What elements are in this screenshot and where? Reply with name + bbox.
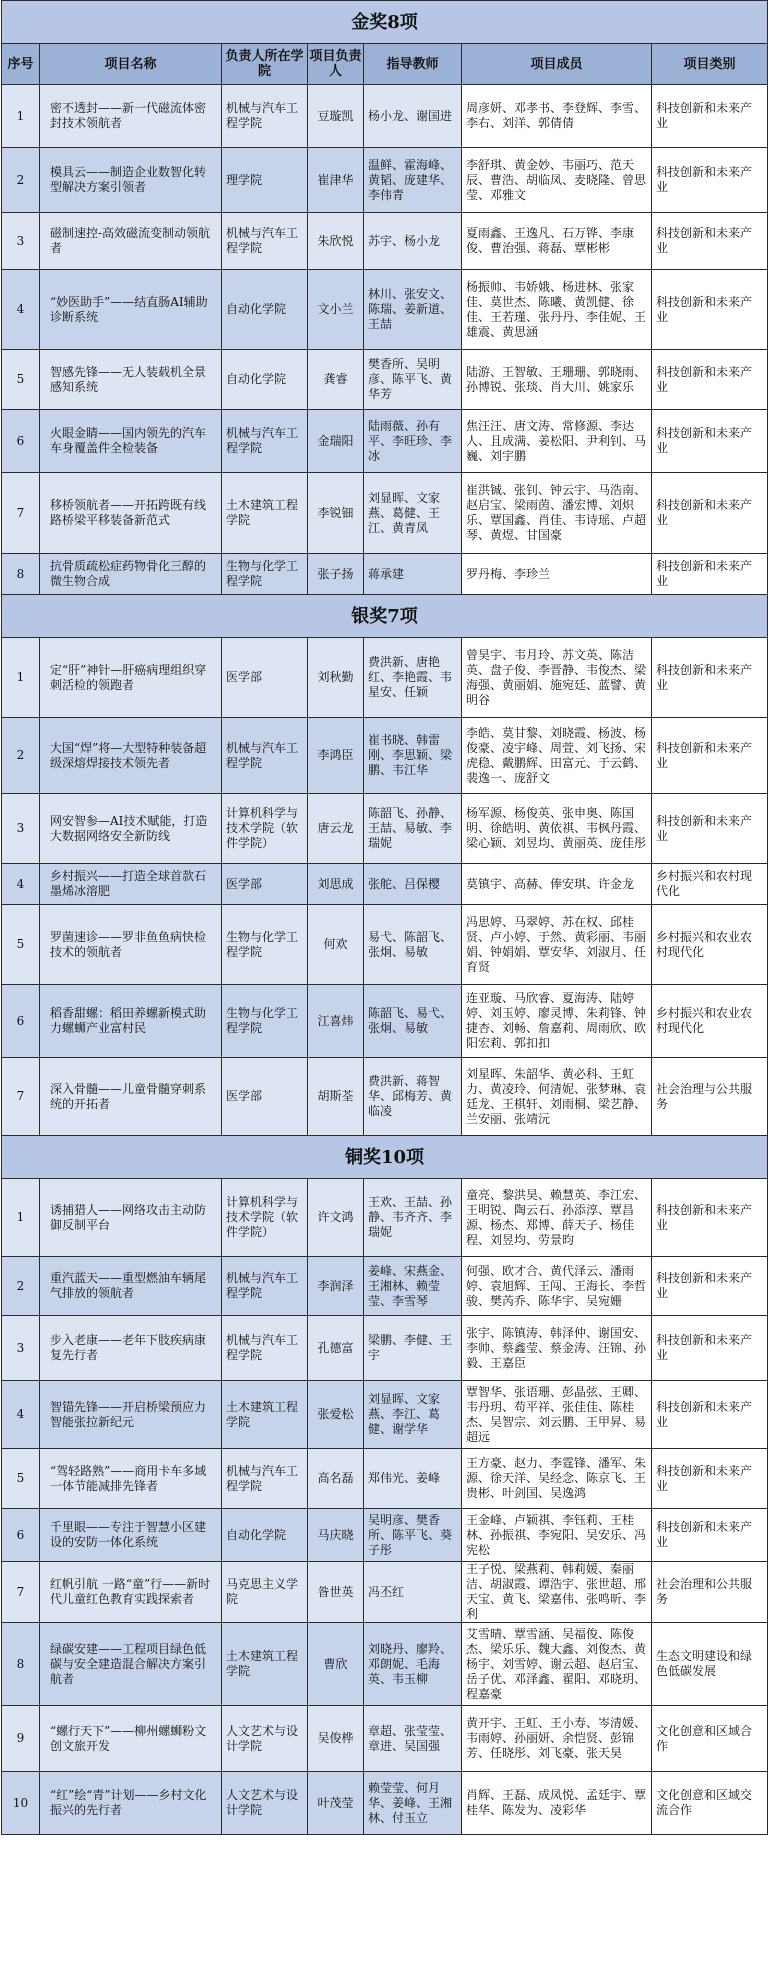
members-cell: 王方豪、赵力、李霆锋、潘军、朱源、徐天洋、吴经念、陈京飞、王贵彬、叶剑国、吴逸鸿 — [462, 1449, 652, 1509]
members-cell: 张宇、陈镇涛、韩泽仲、谢国安、李帅、蔡鑫莹、蔡金涛、汪锦、孙毅、王嘉臣 — [462, 1316, 652, 1381]
project-name-cell: 模具云——制造企业数智化转型解决方案引领者 — [40, 148, 222, 213]
college-cell: 计算机科学与技术学院（软件学院） — [222, 1179, 308, 1257]
category-cell: 科技创新和未来产业 — [652, 1316, 768, 1381]
teacher-cell: 张舵、吕保樱 — [364, 864, 462, 905]
table-row — [2, 1179, 768, 1257]
members-cell: 黄开宇、王虹、王小寿、岑清媛、韦雨婷、孙丽妍、余恺贤、彭锦芳、任晓彤、刘飞豪、张天昊 — [462, 1706, 652, 1772]
category-cell: 社会治理与公共服务 — [652, 1058, 768, 1136]
serial-cell: 7 — [2, 1562, 40, 1623]
members-cell: 焦汪汪、唐文涛、常修源、李达人、且成满、姜松阳、尹利钊、马巍、刘宇鹏 — [462, 410, 652, 473]
serial-cell: 9 — [2, 1706, 40, 1772]
table-row — [2, 1058, 768, 1136]
college-cell: 机械与汽车工程学院 — [222, 213, 308, 270]
project-name-cell: 火眼金睛——国内领先的汽车车身覆盖件全检装备 — [40, 410, 222, 473]
category-cell: 科技创新和未来产业 — [652, 1179, 768, 1257]
college-cell: 机械与汽车工程学院 — [222, 1449, 308, 1509]
serial-cell: 6 — [2, 1509, 40, 1562]
serial-cell: 6 — [2, 410, 40, 473]
project-name-cell: 大国“焊”将—大型特种装备超级深熔焊接技术领先者 — [40, 718, 222, 794]
teacher-cell: 吴明彦、樊香所、陈平飞、葵子彤 — [364, 1509, 462, 1562]
leader-cell: 江喜炜 — [308, 985, 364, 1058]
leader-cell: 朱欣悦 — [308, 213, 364, 270]
teacher-cell: 姜峰、宋燕金、王湘林、赖莹莹、李雪琴 — [364, 1257, 462, 1316]
members-cell: 王子悦、梁燕莉、韩莉媛、秦丽洁、胡淑霞、谭浩宇、张世超、邢天宝、黄飞、梁嘉伟、张鸣昕、李利 — [462, 1562, 652, 1623]
category-cell: 科技创新和未来产业 — [652, 1381, 768, 1449]
members-cell: 曾昊宇、韦月玲、苏文英、陈洁英、盘子俊、李晋静、韦俊杰、梁海强、黄丽娟、施宛廷、蓝譬、黄明谷 — [462, 638, 652, 718]
serial-cell: 4 — [2, 270, 40, 350]
serial-cell: 5 — [2, 1449, 40, 1509]
college-cell: 医学部 — [222, 1058, 308, 1136]
members-cell: 王金峰、卢颖祺、李钰莉、王桂林、孙振祺、李宛阳、吴安乐、冯宪松 — [462, 1509, 652, 1562]
table-row — [2, 905, 768, 985]
teacher-cell: 苏宇、杨小龙 — [364, 213, 462, 270]
college-cell: 机械与汽车工程学院 — [222, 1316, 308, 1381]
members-cell: 周彦妍、邓孝书、李登辉、李雪、李右、刘洋、郭倩倩 — [462, 85, 652, 148]
section-title-row — [2, 1136, 768, 1179]
category-cell: 科技创新和未来产业 — [652, 473, 768, 554]
category-cell: 科技创新和未来产业 — [652, 794, 768, 864]
teacher-cell: 梁鹏、李健、王宇 — [364, 1316, 462, 1381]
college-cell: 土木建筑工程学院 — [222, 1623, 308, 1706]
table-row — [2, 638, 768, 718]
column-header: 指导教师 — [364, 44, 462, 85]
leader-cell: 张爱松 — [308, 1381, 364, 1449]
awards-table — [1, 0, 768, 1835]
table-row — [2, 85, 768, 148]
section-title: 铜奖10项 — [2, 1136, 768, 1179]
category-cell: 乡村振兴和农业农村现代化 — [652, 985, 768, 1058]
column-header: 项目名称 — [40, 44, 222, 85]
college-cell: 自动化学院 — [222, 270, 308, 350]
college-cell: 马克思主义学院 — [222, 1562, 308, 1623]
members-cell: 崔洪铖、张钊、钟云宇、马浩南、赵启宝、梁雨茵、潘宏博、刘炽乐、覃国鑫、肖佳、韦诗瑶、卢超琴、黄煜、甘国豪 — [462, 473, 652, 554]
serial-cell: 2 — [2, 718, 40, 794]
category-cell: 科技创新和未来产业 — [652, 410, 768, 473]
members-cell: 罗丹梅、李珍兰 — [462, 554, 652, 595]
members-cell: 刘星晖、朱韶华、黄必科、王虹力、黄凌玲、何清妮、张梦琳、袁廷龙、王棋轩、刘雨桐、梁艺静、兰安丽、张靖沅 — [462, 1058, 652, 1136]
college-cell: 人文艺术与设计学院 — [222, 1706, 308, 1772]
college-cell: 医学部 — [222, 864, 308, 905]
project-name-cell: 重汽蓝天——重型燃油车辆尾气排放的领航者 — [40, 1257, 222, 1316]
leader-cell: 李锐钿 — [308, 473, 364, 554]
serial-cell: 1 — [2, 85, 40, 148]
teacher-cell: 赖莹莹、何月华、姜峰、王湘林、付玉立 — [364, 1772, 462, 1835]
table-row — [2, 794, 768, 864]
project-name-cell: 步入老康——老年下肢疾病康复先行者 — [40, 1316, 222, 1381]
section-title-row — [2, 595, 768, 638]
leader-cell: 豆璇凯 — [308, 85, 364, 148]
table-row — [2, 1257, 768, 1316]
table-row — [2, 473, 768, 554]
table-row — [2, 1772, 768, 1835]
leader-cell: 昝世英 — [308, 1562, 364, 1623]
project-name-cell: 深入骨髓——儿童骨髓穿刺系统的开拓者 — [40, 1058, 222, 1136]
teacher-cell: 温鲜、霍海峰、黄韬、庞建华、李伟青 — [364, 148, 462, 213]
teacher-cell: 刘显晖、文家燕、李江、葛健、谢学华 — [364, 1381, 462, 1449]
members-cell: 肖辉、王磊、成凤悦、孟廷宇、覃桂华、陈发为、凌彩华 — [462, 1772, 652, 1835]
category-cell: 乡村振兴和农村现代化 — [652, 864, 768, 905]
college-cell: 自动化学院 — [222, 350, 308, 410]
table-row — [2, 148, 768, 213]
serial-cell: 1 — [2, 638, 40, 718]
table-row — [2, 718, 768, 794]
category-cell: 科技创新和未来产业 — [652, 213, 768, 270]
leader-cell: 吴俊桦 — [308, 1706, 364, 1772]
table-row — [2, 270, 768, 350]
college-cell: 机械与汽车工程学院 — [222, 410, 308, 473]
teacher-cell: 崔书晓、韩雷刚、李思颖、梁鹏、韦江华 — [364, 718, 462, 794]
category-cell: 科技创新和未来产业 — [652, 1449, 768, 1509]
members-cell: 冯思婷、马翠婷、苏在权、邱桂贤、卢小婷、于然、黄彩丽、韦丽娟、钟娟娟、覃安华、刘淑月、任育贤 — [462, 905, 652, 985]
serial-cell: 2 — [2, 148, 40, 213]
category-cell: 科技创新和未来产业 — [652, 638, 768, 718]
leader-cell: 曹欣 — [308, 1623, 364, 1706]
table-row — [2, 1316, 768, 1381]
serial-cell: 5 — [2, 350, 40, 410]
teacher-cell: 林川、张安文、陈瑞、姜新道、王喆 — [364, 270, 462, 350]
serial-cell: 7 — [2, 1058, 40, 1136]
teacher-cell: 杨小龙、谢国进 — [364, 85, 462, 148]
project-name-cell: 抗骨质疏松症药物骨化三醇的微生物合成 — [40, 554, 222, 595]
category-cell: 科技创新和未来产业 — [652, 1257, 768, 1316]
teacher-cell: 樊香所、吴明彦、陈平飞、黄华芳 — [364, 350, 462, 410]
table-row — [2, 1381, 768, 1449]
members-cell: 杨振帅、韦娇娥、杨进林、张家佳、莫世杰、陈曦、黄凯健、徐佳、王若瑾、张丹丹、李佳妮、王雄震、黄思涵 — [462, 270, 652, 350]
project-name-cell: “螺行天下”——柳州螺蛳粉文创文旅开发 — [40, 1706, 222, 1772]
serial-cell: 7 — [2, 473, 40, 554]
serial-cell: 8 — [2, 554, 40, 595]
leader-cell: 刘秋勤 — [308, 638, 364, 718]
project-name-cell: 智感先锋——无人装载机全景感知系统 — [40, 350, 222, 410]
table-row — [2, 1706, 768, 1772]
serial-cell: 4 — [2, 864, 40, 905]
members-cell: 童亮、黎洪昊、赖慧英、李江宏、王明锐、陶云石、孙添淳、覃昌源、杨杰、郑博、薛天子、杨佳程、刘昱均、劳景昀 — [462, 1179, 652, 1257]
leader-cell: 文小兰 — [308, 270, 364, 350]
leader-cell: 金瑞阳 — [308, 410, 364, 473]
teacher-cell: 易弋、陈韶飞、张炯、易敏 — [364, 905, 462, 985]
members-cell: 夏雨鑫、王逸凡、石万铧、李康俊、曹治强、蒋磊、覃彬彬 — [462, 213, 652, 270]
leader-cell: 马庆晓 — [308, 1509, 364, 1562]
category-cell: 科技创新和未来产业 — [652, 1509, 768, 1562]
table-row — [2, 213, 768, 270]
serial-cell: 10 — [2, 1772, 40, 1835]
college-cell: 人文艺术与设计学院 — [222, 1772, 308, 1835]
serial-cell: 1 — [2, 1179, 40, 1257]
college-cell: 生物与化学工程学院 — [222, 985, 308, 1058]
table-row — [2, 554, 768, 595]
project-name-cell: 乡村振兴——打造全球首款石墨烯冰溶肥 — [40, 864, 222, 905]
column-header: 负责人所在学院 — [222, 44, 308, 85]
project-name-cell: “红”绘“青”计划——乡村文化振兴的先行者 — [40, 1772, 222, 1835]
leader-cell: 叶茂莹 — [308, 1772, 364, 1835]
leader-cell: 唐云龙 — [308, 794, 364, 864]
college-cell: 医学部 — [222, 638, 308, 718]
college-cell: 土木建筑工程学院 — [222, 1381, 308, 1449]
leader-cell: 李鸿臣 — [308, 718, 364, 794]
leader-cell: 孔德富 — [308, 1316, 364, 1381]
project-name-cell: “驾轻路熟”——商用卡车多域一体节能减排先锋者 — [40, 1449, 222, 1509]
college-cell: 自动化学院 — [222, 1509, 308, 1562]
category-cell: 乡村振兴和农业农村现代化 — [652, 905, 768, 985]
teacher-cell: 章超、张莹莹、章进、吴国强 — [364, 1706, 462, 1772]
members-cell: 李皓、莫甘黎、刘晓霞、杨波、杨俊豪、凌宇峰、周萱、刘飞扬、宋虎稳、戴鹏辉、田富元、于云鹤、裴逸一、庞舒文 — [462, 718, 652, 794]
members-cell: 何强、欧才合、黄代泽云、潘雨婷、袁旭辉、王闯、王海长、李哲骏、樊芮乔、陈华宇、吴宛姗 — [462, 1257, 652, 1316]
teacher-cell: 费洪新、唐艳红、李艳霞、韦星安、任颖 — [364, 638, 462, 718]
leader-cell: 刘思成 — [308, 864, 364, 905]
category-cell: 科技创新和未来产业 — [652, 718, 768, 794]
college-cell: 机械与汽车工程学院 — [222, 718, 308, 794]
table-row — [2, 1509, 768, 1562]
members-cell: 莫镇宇、高赫、俸安琪、许金龙 — [462, 864, 652, 905]
serial-cell: 6 — [2, 985, 40, 1058]
column-header: 项目类别 — [652, 44, 768, 85]
teacher-cell: 陈韶飞、孙静、王喆、易敏、李瑞妮 — [364, 794, 462, 864]
members-cell: 连亚璇、马欣睿、夏海涛、陆婷婷、刘玉婷、廖灵博、朱莉锋、钟捷杏、刘畅、詹嘉莉、周雨欣、欧阳宏莉、郭扣扣 — [462, 985, 652, 1058]
table-row — [2, 1562, 768, 1623]
serial-cell: 3 — [2, 213, 40, 270]
serial-cell: 5 — [2, 905, 40, 985]
category-cell: 科技创新和未来产业 — [652, 350, 768, 410]
project-name-cell: 智锚先锋——开启桥梁预应力智能张拉新纪元 — [40, 1381, 222, 1449]
project-name-cell: 稻香甜螺：稻田养螺新模式助力螺蛳产业富村民 — [40, 985, 222, 1058]
leader-cell: 张子扬 — [308, 554, 364, 595]
college-cell: 生物与化学工程学院 — [222, 554, 308, 595]
section-title: 金奖8项 — [2, 1, 768, 44]
college-cell: 机械与汽车工程学院 — [222, 85, 308, 148]
serial-cell: 8 — [2, 1623, 40, 1706]
college-cell: 理学院 — [222, 148, 308, 213]
project-name-cell: 密不透封——新一代磁流体密封技术领航者 — [40, 85, 222, 148]
category-cell: 科技创新和未来产业 — [652, 85, 768, 148]
column-header: 项目成员 — [462, 44, 652, 85]
project-name-cell: 千里眼——专注于智慧小区建设的安防一体化系统 — [40, 1509, 222, 1562]
category-cell: 生态文明建设和绿色低碳发展 — [652, 1623, 768, 1706]
teacher-cell: 冯丕红 — [364, 1562, 462, 1623]
leader-cell: 胡斯荃 — [308, 1058, 364, 1136]
table-row — [2, 1623, 768, 1706]
project-name-cell: “妙医助手”——结直肠AI辅助诊断系统 — [40, 270, 222, 350]
category-cell: 科技创新和未来产业 — [652, 554, 768, 595]
serial-cell: 3 — [2, 794, 40, 864]
project-name-cell: 红帆引航 一路“童”行——新时代儿童红色教育实践探索者 — [40, 1562, 222, 1623]
members-cell: 覃智华、张语珊、彭晶弦、王卿、韦丹玥、苟平祥、张佳佳、陈桂杰、吴智宗、刘云鹏、王甲昇、易超远 — [462, 1381, 652, 1449]
category-cell: 文化创意和区域交流合作 — [652, 1772, 768, 1835]
leader-cell: 李润泽 — [308, 1257, 364, 1316]
members-cell: 艾雪晴、覃雪涵、吴福俊、陈俊杰、梁乐乐、魏大鑫、刘俊杰、黄杨宇、刘雪婷、谢云超、赵启宝、岳子优、邓泽鑫、翟阳、邓晓玥、程嘉豪 — [462, 1623, 652, 1706]
serial-cell: 2 — [2, 1257, 40, 1316]
project-name-cell: 磁制速控-高效磁流变制动领航者 — [40, 213, 222, 270]
project-name-cell: 定“肝”神针—肝癌病理组织穿刺活检的领跑者 — [40, 638, 222, 718]
section-title: 银奖7项 — [2, 595, 768, 638]
teacher-cell: 蒋承建 — [364, 554, 462, 595]
teacher-cell: 郑伟光、姜峰 — [364, 1449, 462, 1509]
project-name-cell: 诱捕猎人——网络攻击主动防御反制平台 — [40, 1179, 222, 1257]
leader-cell: 何欢 — [308, 905, 364, 985]
category-cell: 科技创新和未来产业 — [652, 270, 768, 350]
table-row — [2, 864, 768, 905]
college-cell: 机械与汽车工程学院 — [222, 1257, 308, 1316]
teacher-cell: 刘晓丹、廖羚、邓朗妮、毛海英、韦玉柳 — [364, 1623, 462, 1706]
leader-cell: 高名磊 — [308, 1449, 364, 1509]
project-name-cell: 罗菌速诊——罗非鱼鱼病快检技术的领航者 — [40, 905, 222, 985]
serial-cell: 4 — [2, 1381, 40, 1449]
teacher-cell: 刘显晖、文家燕、葛健、王江、黄青凤 — [364, 473, 462, 554]
category-cell: 社会治理和公共服务 — [652, 1562, 768, 1623]
teacher-cell: 费洪新、蒋智华、邱梅芳、黄临凌 — [364, 1058, 462, 1136]
table-body — [2, 1, 768, 1835]
table-row — [2, 350, 768, 410]
serial-cell: 3 — [2, 1316, 40, 1381]
leader-cell: 许文鸿 — [308, 1179, 364, 1257]
teacher-cell: 陆雨薇、孙有平、李旺珍、李冰 — [364, 410, 462, 473]
category-cell: 文化创意和区域合作 — [652, 1706, 768, 1772]
table-row — [2, 410, 768, 473]
table-row — [2, 985, 768, 1058]
column-header: 序号 — [2, 44, 40, 85]
members-cell: 杨军源、杨俊英、张申奥、陈国明、徐皓明、黄依祺、韦枫丹霞、梁心颖、刘昱均、黄丽英、庞佳彤 — [462, 794, 652, 864]
teacher-cell: 王欢、王喆、孙静、韦齐齐、李瑞妮 — [364, 1179, 462, 1257]
section-title-row — [2, 1, 768, 44]
table-row — [2, 1449, 768, 1509]
college-cell: 土木建筑工程学院 — [222, 473, 308, 554]
leader-cell: 崔津华 — [308, 148, 364, 213]
column-header: 项目负责人 — [308, 44, 364, 85]
teacher-cell: 陈韶飞、易弋、张炯、易敏 — [364, 985, 462, 1058]
leader-cell: 龚睿 — [308, 350, 364, 410]
project-name-cell: 绿碳安建——工程项目绿色低碳与安全建造混合解决方案引航者 — [40, 1623, 222, 1706]
project-name-cell: 网安智参—AI技术赋能，打造大数据网络安全新防线 — [40, 794, 222, 864]
college-cell: 计算机科学与技术学院（软件学院） — [222, 794, 308, 864]
members-cell: 陆游、王智敏、王珊珊、郭晓雨、孙博锐、张琰、肖大川、姚家乐 — [462, 350, 652, 410]
category-cell: 科技创新和未来产业 — [652, 148, 768, 213]
header-row — [2, 44, 768, 85]
project-name-cell: 移桥领航者——开拓跨既有线路桥梁平移装备新范式 — [40, 473, 222, 554]
college-cell: 生物与化学工程学院 — [222, 905, 308, 985]
members-cell: 李舒琪、黄金妙、韦丽巧、范天辰、曹浩、胡临凤、麦晓隆、曾思莹、邓雅文 — [462, 148, 652, 213]
